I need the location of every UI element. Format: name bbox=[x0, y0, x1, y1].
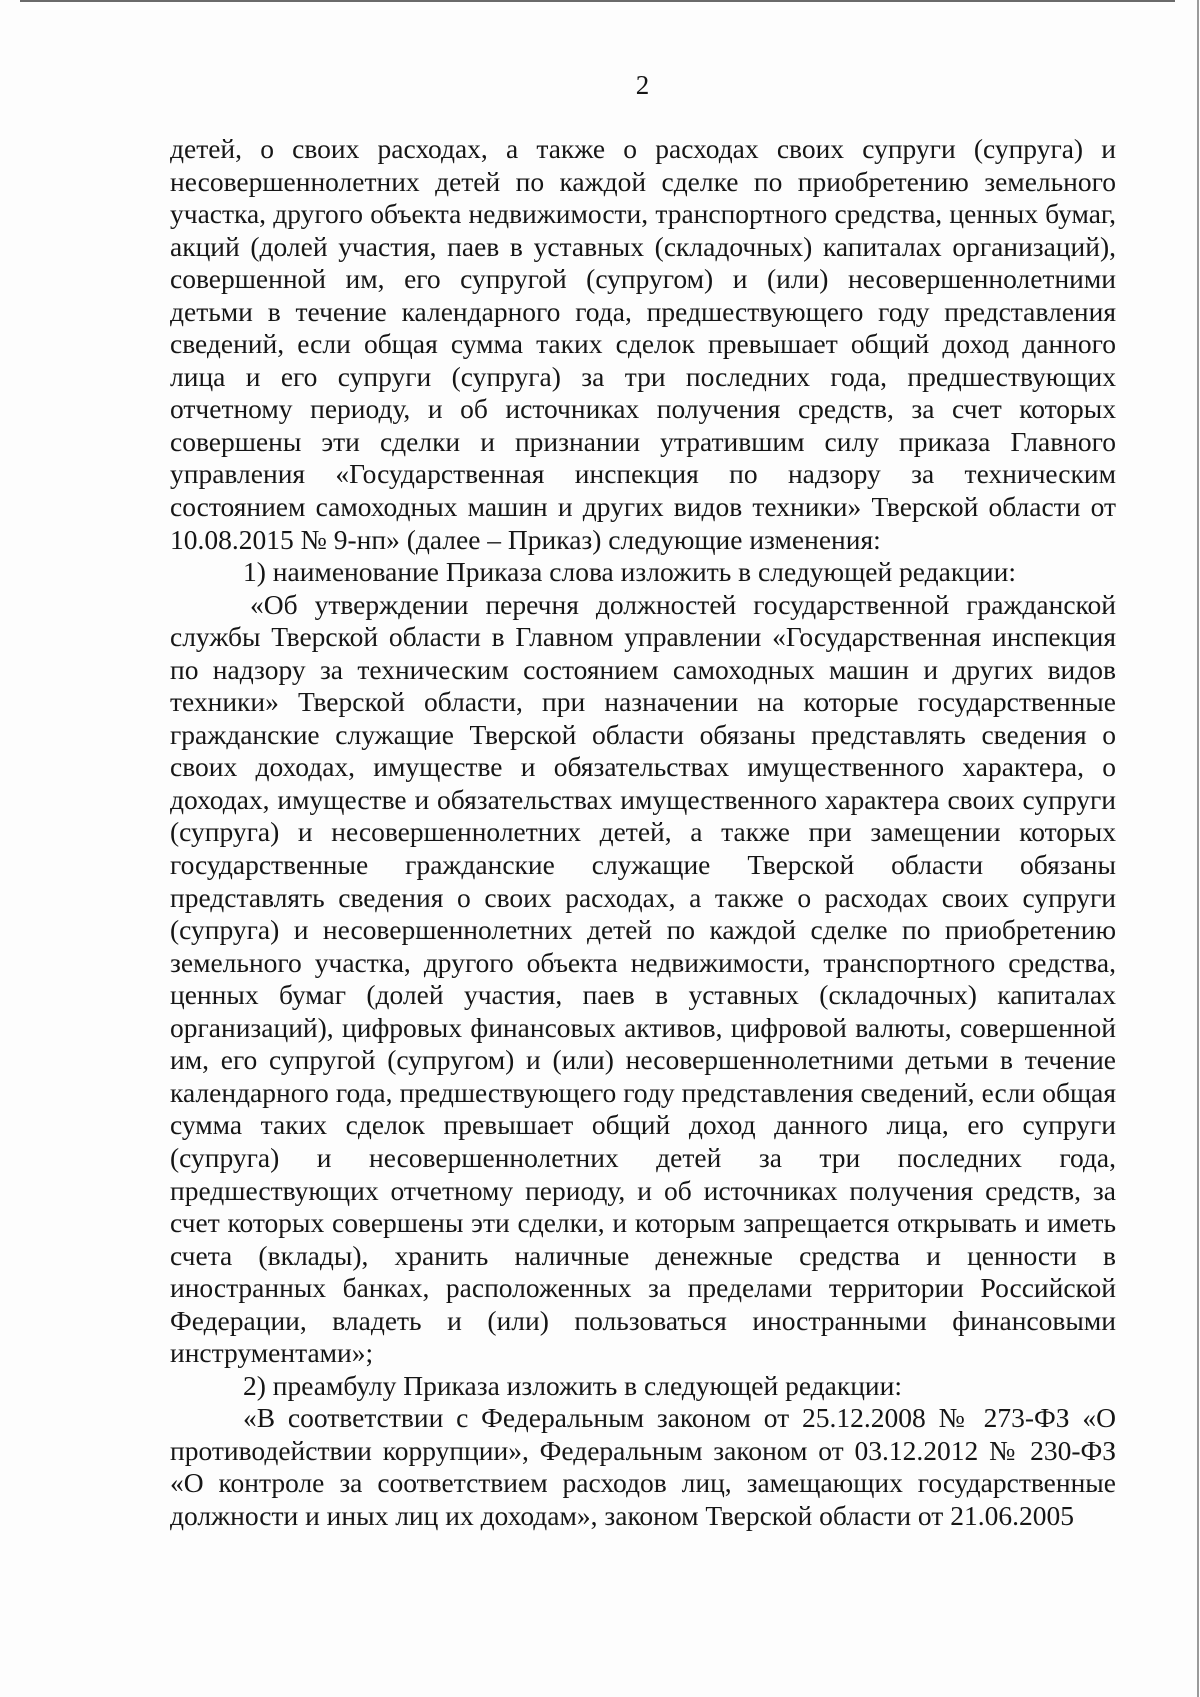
scan-top-edge bbox=[20, 0, 1175, 2]
paragraph-continuation: детей, о своих расходах, а также о расходах своих супруги (супруга) и несовершеннолетних детей по каждой сделке по приобретению земельного участка, другого объекта недвижимости, транспортного средства, ценных бумаг, акций (долей участия, паев в уставных (складочных) капиталах организаций), совершенной им, его супругой (супругом) и (или) несовершеннолетними детьми в течение календарного года, предшествующего году представления сведений, если общая сумма таких сделок превышает общий доход данного лица и его супруги (супруга) за три последних года, предшествующих отчетному периоду, и об источниках получения средств, за счет которых совершены эти сделки и признании утратившим силу приказа Главного управления «Государственная инспекция по надзору за техническим состоянием самоходных машин и других видов техники» Тверской области от 10.08.2015 № 9-нп» (далее – Приказ) следующие изменения: bbox=[170, 133, 1116, 555]
document-body bbox=[170, 133, 1116, 1533]
paragraph-item-1: 1) наименование Приказа слова изложить в следующей редакции: bbox=[243, 556, 1016, 588]
page-number: 2 bbox=[635, 70, 650, 100]
paragraph-item-2: 2) преамбулу Приказа изложить в следующей редакции: bbox=[243, 1369, 903, 1401]
paragraph-title-quote: «Об утверждении перечня должностей государственной гражданской службы Тверской области в Главном управлении «Государственная инспекция по надзору за техническим состоянием самоходных машин и других видов техники» Тверской области, при назначении на которые государственные гражданские служащие Тверской области обязаны представлять сведения о своих доходах, имуществе и обязательствах имущественного характера, о доходах, имуществе и обязательствах имущественного характера своих супруги (супруга) и несовершеннолетних детей, а также при замещении которых государственные гражданские служащие Тверской области обязаны представлять сведения о своих расходах, а также о расходах своих супруги (супруга) и несовершеннолетних детей по каждой сделке по приобретению земельного участка, другого объекта недвижимости, транспортного средства, ценных бумаг (долей участия, паев в уставных (складочных) капиталах организаций), цифровых финансовых активов, цифровой валюты, совершенной им, его супругой (супругом) и (или) несовершеннолетними детьми в течение календарного года, предшествующего году представления сведений, если общая сумма таких сделок превышает общий доход данного лица, его супруги (супруга) и несовершеннолетних детей за три последних года, предшествующих отчетному периоду, и об источниках получения средств, за счет которых совершены эти сделки, и которым запрещается открывать и иметь счета (вклады), хранить наличные денежные средства и ценности в иностранных банках, расположенных за пределами территории Российской Федерации, владеть и (или) пользоваться иностранными финансовыми инструментами»; bbox=[170, 588, 1116, 1369]
paragraph-preamble-quote: «В соответствии с Федеральным законом от 25.12.2008 № 273-ФЗ «О противодействии коррупции», Федеральным законом от 03.12.2012 № 230-ФЗ «О контроле за соответствием расходов лиц, замещающих государственные должности и иных лиц их доходам», законом Тверской области от 21.06.2005 bbox=[170, 1402, 1116, 1531]
scan-right-edge bbox=[1197, 0, 1199, 1697]
